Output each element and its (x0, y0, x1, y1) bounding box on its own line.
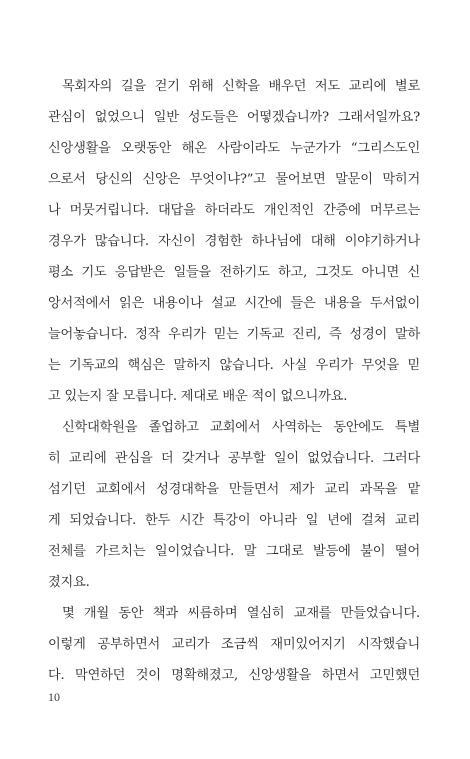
paragraph-1 (48, 71, 420, 412)
text-line: 다. 막연하던 것이 명확해졌고, 신앙생활을 하면서 고민했던 (48, 668, 420, 683)
text-line: 신앙생활을 오랫동안 해온 사람이라도 누군가가 “그리스도인 (48, 141, 420, 156)
text-line: 목회자의 길을 걷기 위해 신학을 배우던 저도 교리에 별로 (62, 79, 420, 94)
text-line: 고 있는지 잘 모릅니다. 제대로 배운 적이 없으니까요. (48, 389, 348, 404)
text-line: 섬기던 교회에서 성경대학을 만들면서 제가 교리 과목을 맡 (48, 482, 420, 497)
paragraph-2 (48, 412, 420, 598)
text-line: 이렇게 공부하면서 교리가 조금씩 재미있어지기 시작했습니 (48, 637, 420, 652)
text-line: 게 되었습니다. 한두 시간 특강이 아니라 일 년에 걸쳐 교리 (48, 513, 420, 528)
text-line: 히 교리에 관심을 더 갖거나 공부할 일이 없었습니다. 그러다 (48, 451, 420, 466)
text-line: 으로서 당신의 신앙은 무엇이냐?”고 물어보면 말문이 막히거 (48, 172, 420, 187)
text-line: 평소 기도 응답받은 일들을 전하기도 하고, 그것도 아니면 신 (48, 265, 420, 280)
body-text (48, 71, 420, 691)
page-number: 10 (48, 690, 60, 704)
paragraph-3 (48, 598, 420, 691)
text-line: 경우가 많습니다. 자신이 경험한 하나님에 대해 이야기하거나 (48, 234, 420, 249)
text-line: 졌지요. (48, 575, 90, 590)
text-line: 앙서적에서 읽은 내용이나 설교 시간에 들은 내용을 두서없이 (48, 296, 420, 311)
text-line: 신학대학원을 졸업하고 교회에서 사역하는 동안에도 특별 (62, 420, 420, 435)
text-line: 몇 개월 동안 책과 씨름하며 열심히 교재를 만들었습니다. (62, 606, 420, 621)
text-line: 관심이 없었으니 일반 성도들은 어떻겠습니까? 그래서일까요? (48, 110, 420, 125)
text-line: 는 기독교의 핵심은 말하지 않습니다. 사실 우리가 무엇을 믿 (48, 358, 420, 373)
text-line: 늘어놓습니다. 정작 우리가 믿는 기독교 진리, 즉 성경이 말하 (48, 327, 420, 342)
text-line: 전체를 가르치는 일이었습니다. 말 그대로 발등에 불이 떨어 (48, 544, 420, 559)
text-line: 나 머뭇거립니다. 대답을 하더라도 개인적인 간증에 머무르는 (48, 203, 420, 218)
